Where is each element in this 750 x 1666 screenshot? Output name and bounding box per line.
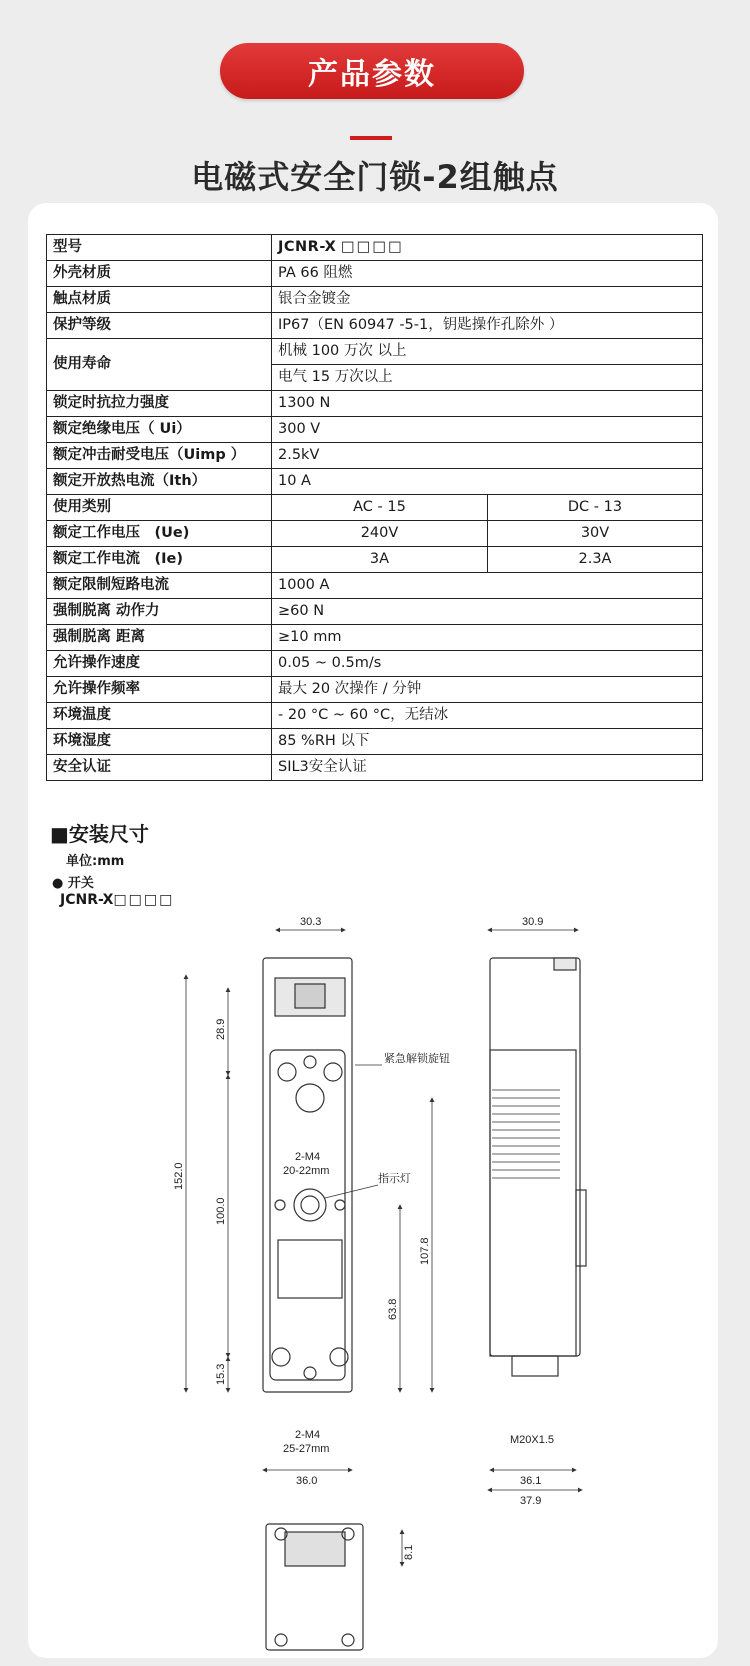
release-knob (296, 1084, 324, 1112)
install-model-boxes: □□□□ (113, 892, 175, 908)
table-row (47, 391, 703, 417)
table-row (47, 287, 703, 313)
spec-value: 最大 20 次操作 / 分钟 (272, 677, 703, 703)
model-code: JCNR-X (278, 239, 337, 255)
table-row (47, 469, 703, 495)
spec-key: 额定冲击耐受电压（Uimp ） (47, 443, 272, 469)
spec-key: 保护等级 (47, 313, 272, 339)
spec-key: 允许操作速度 (47, 651, 272, 677)
spec-value: ≥10 mm (272, 625, 703, 651)
table-row (47, 313, 703, 339)
spec-value: 1000 A (272, 573, 703, 599)
spec-key: 使用类别 (47, 495, 272, 521)
unit-label: 单位:mm (66, 854, 125, 869)
spec-value: IP67（EN 60947 -5-1，钥匙操作孔除外 ） (272, 313, 703, 339)
model-boxes: □□□□ (340, 239, 404, 255)
spec-key: 型号 (47, 235, 272, 261)
spec-value: 240V (272, 521, 488, 547)
section-badge: 产品参数 (220, 43, 524, 99)
table-row (47, 573, 703, 599)
table-row (47, 677, 703, 703)
front-slot (295, 984, 325, 1008)
table-row (47, 599, 703, 625)
spec-value: 电气 15 万次以上 (272, 365, 703, 391)
spec-key: 额定开放热电流（Ith） (47, 469, 272, 495)
spec-key: 强制脱离 距离 (47, 625, 272, 651)
spec-value: 2.5kV (272, 443, 703, 469)
dim-30-3: 30.3 (300, 916, 322, 928)
screw-hole (304, 1056, 316, 1068)
install-title: ■安装尺寸 (50, 822, 149, 846)
spec-key: 触点材质 (47, 287, 272, 313)
spec-value: 300 V (272, 417, 703, 443)
spec-value: 1300 N (272, 391, 703, 417)
spec-value: ≥60 N (272, 599, 703, 625)
spec-value: 3A (272, 547, 488, 573)
hole-note-top-range: 20-22mm (283, 1165, 330, 1177)
table-row (47, 651, 703, 677)
page-title: 电磁式安全门锁-2组触点 (191, 158, 559, 196)
table-row (47, 625, 703, 651)
table-row (47, 261, 703, 287)
side-body (490, 958, 580, 1356)
dim-107-8: 107.8 (419, 1237, 431, 1265)
spec-key: 额定限制短路电流 (47, 573, 272, 599)
spec-table (46, 234, 703, 781)
spec-value: 30V (488, 521, 703, 547)
indicator-lamp (294, 1189, 326, 1221)
spec-key: 额定工作电压 (Ue) (47, 521, 272, 547)
install-model-code: JCNR-X (60, 892, 114, 908)
spec-value: 银合金镀金 (272, 287, 703, 313)
spec-value: SIL3安全认证 (272, 755, 703, 781)
screw-hole (275, 1200, 285, 1210)
dim-37-9: 37.9 (520, 1495, 542, 1507)
mount-hole (272, 1348, 290, 1366)
spec-value (272, 235, 703, 261)
spec-key: 额定绝缘电压（ Ui） (47, 417, 272, 443)
table-row (47, 547, 703, 573)
spec-key: 锁定时抗拉力强度 (47, 391, 272, 417)
spec-key: 允许操作频率 (47, 677, 272, 703)
spec-key: 使用寿命 (47, 339, 272, 391)
spec-value: 10 A (272, 469, 703, 495)
table-row (47, 443, 703, 469)
table-row (47, 729, 703, 755)
dim-152: 152.0 (173, 1162, 185, 1190)
dim-28-9: 28.9 (215, 1018, 227, 1040)
side-connector (576, 1190, 586, 1266)
switch-label: ● 开关 (52, 876, 94, 891)
label-window (278, 1240, 342, 1298)
table-row (47, 495, 703, 521)
dim-100: 100.0 (215, 1197, 227, 1225)
table-row (47, 703, 703, 729)
spec-value: - 20 °C ~ 60 °C，无结冰 (272, 703, 703, 729)
mount-hole (324, 1063, 342, 1081)
dimension-drawing (0, 900, 750, 1666)
dim-36-1: 36.1 (520, 1475, 542, 1487)
table-row (47, 339, 703, 365)
spec-key: 安全认证 (47, 755, 272, 781)
spec-value: PA 66 阻燃 (272, 261, 703, 287)
front-inner-panel (270, 1050, 345, 1380)
spec-key: 环境温度 (47, 703, 272, 729)
label-indicator: 指示灯 (378, 1173, 411, 1185)
spec-value: 2.3A (488, 547, 703, 573)
dim-36-0: 36.0 (296, 1475, 318, 1487)
spec-key: 外壳材质 (47, 261, 272, 287)
spec-value: DC - 13 (488, 495, 703, 521)
table-row (47, 521, 703, 547)
spec-value: 机械 100 万次 以上 (272, 339, 703, 365)
spec-value: 0.05 ~ 0.5m/s (272, 651, 703, 677)
hole-note-bottom-range: 25-27mm (283, 1443, 330, 1455)
accent-line (350, 136, 392, 140)
conduit-thread (512, 1356, 558, 1376)
label-release-knob: 紧急解锁旋钮 (384, 1053, 450, 1065)
spec-value: 85 %RH 以下 (272, 729, 703, 755)
spec-key: 强制脱离 动作力 (47, 599, 272, 625)
dim-m20: M20X1.5 (510, 1434, 555, 1446)
table-row (47, 235, 703, 261)
dim-30-9: 30.9 (522, 916, 544, 928)
spec-value: AC - 15 (272, 495, 488, 521)
hole-note-top: 2-M4 (295, 1151, 321, 1163)
dim-63-8: 63.8 (387, 1298, 399, 1320)
dim-15-3: 15.3 (215, 1363, 227, 1385)
table-row (47, 417, 703, 443)
hole-note-bottom: 2-M4 (295, 1429, 321, 1441)
screw-hole (304, 1367, 316, 1379)
spec-key: 额定工作电流 (Ie) (47, 547, 272, 573)
table-row (47, 755, 703, 781)
screw-hole (335, 1200, 345, 1210)
spec-key: 环境湿度 (47, 729, 272, 755)
dim-8-1: 8.1 (403, 1544, 415, 1560)
mount-hole (278, 1063, 296, 1081)
